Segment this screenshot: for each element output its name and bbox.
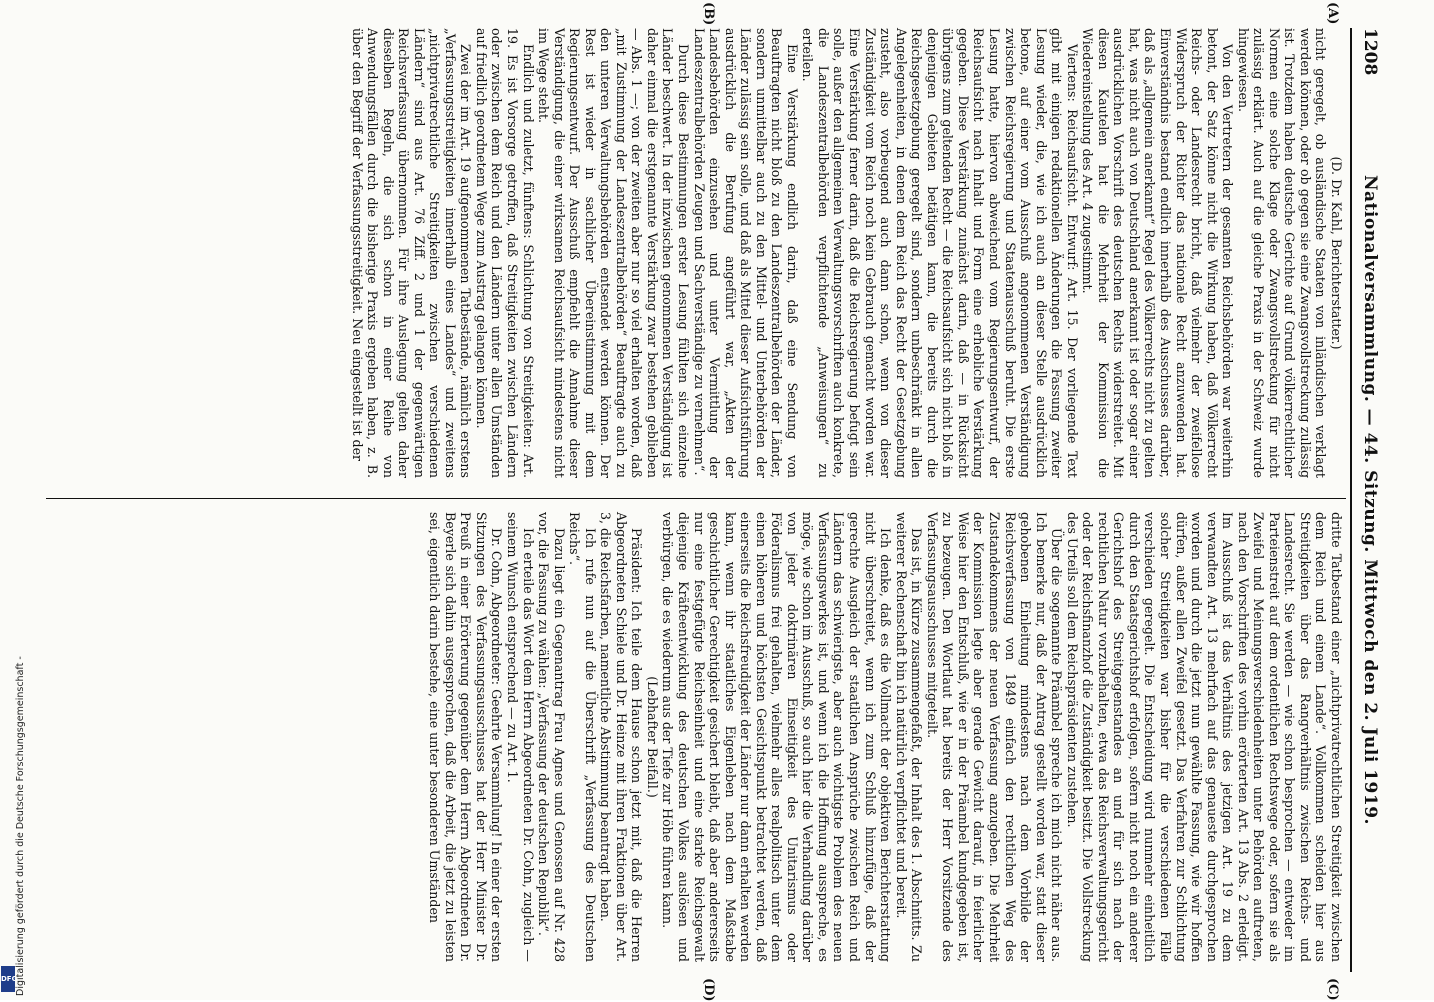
right-column <box>427 512 1344 962</box>
dfg-logo <box>1 966 18 992</box>
applause-note: (Lebhafter Beifall.) <box>644 676 660 798</box>
left-column <box>349 28 1344 478</box>
digitization-credit <box>2 606 26 996</box>
margin-mark-c: (C) <box>1325 978 1340 1001</box>
paragraph: Viertens: Reichsaufsicht. Entwurf: Art. 15. Der vorliegende Text gibt mit einigen redaktionellen Änderungen die Fassung zweiter Lesung wieder, die, wie ich auch an dieser Stelle ausdrücklich betone, auf einer vom Ausschuß angenommenen Verständigung zwischen Reichsregierung und Staatenausschuß beruht. Die erste Lesung hatte, hiervon abweichend vom Regierungsentwurf, der Reichsaufsicht nach Inhalt und Form eine erhebliche Verstärkung gegeben. Diese Verstärkung zunächst darin, daß — in Rücksicht übrigens zum geltenden Recht — die Reichsaufsicht sich nicht bloß in denjenigen Gebieten betätigen kann, die bereits durch die Reichsgesetzgebung geregelt sind, sondern unbeschränkt in allen Angelegenheiten, in denen dem Reich das Recht der Gesetzgebung zusteht, also vorbeugend auch dann schon, wenn von dieser Zuständigkeit vom Reich noch kein Gebrauch gemacht worden war. Eine Verstärkung ferner darin, daß die Reichsregierung befugt sein solle, außer den allgemeinen Verwaltungsvorschriften auch konkrete, die Landeszentralbehörden verpflichtende „Anweisungen“ zu erteilen. <box>800 28 1080 478</box>
page-header <box>1354 28 1384 972</box>
margin-mark-d: (D) <box>701 978 716 1002</box>
paragraph: Durch diese Bestimmungen erster Lesung fühlten sich einzelne Länder beschwert. In der inzwischen genommenen Verständigung ist daher einmal die erstgenannte Verstärkung zwar bestehen geblieben — Abs. 1 —; von der zweiten aber nur so viel erhalten worden, daß „mit Zustimmung der Landeszentralbehörden“ Beauftragte auch zu den unteren Verwaltungsbehörden entsendet werden können. Der Rest ist wieder in sachlicher Übereinstimmung mit dem Regierungsentwurf. Der Ausschuß empfiehlt die Annahme dieser Verständigung, die einer wirksamen Reichsaufsicht mindestens nicht im Wege steht. <box>536 28 692 478</box>
column-divider <box>46 498 1346 499</box>
paragraph: nicht geregelt, ob ausländische Staaten von inländischen verklagt werden können, oder ob gegen sie eine Zwangsvollstreckung zulässig ist. Trotzdem haben deutsche Gerichte auf Grund völkerrechtlicher Normen eine solche Klage oder Zwangsvollstreckung für nicht zulässig erklärt. Auch auf die gleiche Praxis in der Schweiz wurde hingewiesen. <box>1235 28 1329 478</box>
credit-text: Digitalisierung gefördert durch die Deutsche Forschungsgemeinschaft - <box>15 656 26 996</box>
page-number: 1208 <box>1360 28 1380 76</box>
paragraph: Präsident: Ich teile dem Hause schon jetzt mit, daß die Herren Abgeordneten Schiele und Dr. Heinze mit ihren Fraktionen über Art. 3, die Reichsfarben, namentliche Abstimmung beantragt haben. <box>598 512 645 962</box>
margin-mark-b: (B) <box>701 2 716 26</box>
paragraph: Ich denke, daß es die Vollmacht der objektiven Berichterstattung nicht überschreitet, wenn ich zum Schluß hinzufüge, daß der gerechte Ausgleich der staatlichen Ansprüche zwischen Reich und Ländern das schwierigste, aber auch wichtigste Problem des neuen Verfassungswerkes ist, und wenn ich die Hoffnung ausspreche, es möge, wie schon im Ausschuß, so auch hier die Verhandlung darüber von jeder doktrinären Einseitigkeit des Unitarismus oder Föderalismus frei gehalten, vielmehr alles realpolitisch unter dem einen höheren und höchsten Gesichtspunkt betrachtet werden, daß einerseits die Reichsfreudigkeit der Länder nur dann erhalten werden kann, wenn ihr staatliches Eigenleben nach dem Maßstabe geschichtlicher Gerechtigkeit gesichert bleibt, daß aber andererseits nur eine festgefügte Reichseinheit und eine starke Reichsgewalt diejenige Kräfteentwicklung des deutschen Volkes auslösen und verbürgen, die es wiederum aus der Tiefe zur Höhe führen kann. <box>660 512 894 962</box>
dfg-logo-text: DFG <box>1 975 18 983</box>
paragraph: dritte Tatbestand einer „nichtprivatrechtlichen Streitigkeit zwischen dem Reich und einem Lande“. Vollkommen scheiden hier aus Streitigkeiten über das Rangverhältnis zwischen Reichs- und Landesrecht. Sie werden — wie schon besprochen — entweder im Parteienstreit auf dem ordentlichen Rechtswege oder, sofern sie als Zweifel und Meinungsverschiedenheiten unter Behörden auftreten, nach den Vorschriften des vorhin erörterten Art. 13 Abs. 2 erledigt. Im Ausschuß ist das Verhältnis des jetzigen Art. 19 zu dem verwandten Art. 13 mehrfach auf das genaueste durchgesprochen worden und durch die jetzt nun gewählte Fassung, wie wir hoffen dürfen, außer allen Zweifel gesetzt. Das Verfahren zur Schlichtung solcher Streitigkeiten war bisher für die verschiedenen Fälle verschieden geregelt. Die Entscheidung wird nunmehr einheitlich durch den Staatsgerichtshof erfolgen, sofern nicht noch ein anderer Gerichtshof des Streitgegenstandes an und für sich nach der rechtlichen Natur vorzubehalten, etwa das Reichsverwaltungsgericht oder der Reichsfinanzhof die Zuständigkeit besitzt. Die Vollstreckung des Urteils soll dem Reichspräsidenten zustehen. <box>1064 512 1344 962</box>
paragraph: Ich rufe nun auf die Überschrift „Verfassung des Deutschen Reichs“. <box>567 512 598 962</box>
paragraph: Eine Verstärkung endlich darin, daß eine Sendung von Beauftragten nicht bloß zu den Landeszentralbehörden der Länder, sondern unmittelbar auch zu den Mittel- und Unterbehörden der Länder zulässig sein solle, und daß als Mittel dieser Aufsichtsführung ausdrücklich die Berufung angeführt war, „Akten der Landesbehörden einzusehen und unter Vermittlung der Landeszentralbehörden Zeugen und Sachverständige zu vernehmen“. <box>691 28 800 478</box>
speaker-note: (D. Dr. Kahl, Berichterstatter.) <box>1329 156 1344 350</box>
paragraph: Das ist, in Kürze zusammengefaßt, der Inhalt des 1. Abschnitts. Zu weiterer Rechenschaft bin ich natürlich verpflichtet und bereit. <box>893 512 925 962</box>
paragraph: Von den Vertretern der gesamten Reichsbehörden war weiterhin betont, der Satz könne nicht die Wirkung haben, daß Völkerrecht Reichs- oder Landesrecht bricht, daß vielmehr der zweifellose Widerspruch der Richter das nationale Recht anzuwenden hat. Einverständnis bestand endlich innerhalb des Ausschusses darüber, daß als „allgemein anerkannt“ Regel des Völkerrechts nicht zu gelten hat, was nicht auch von Deutschland anerkannt ist oder sogar einer ausdrücklichen Vorschrift des deutschen Rechts widerstreitet. Mit diesen Kautelen hat die Mehrheit der Kommission die Wiedereinstellung des Art. 4 zugestimmt. <box>1080 28 1236 478</box>
paragraph: Endlich und zuletzt, fünftens: Schlichtung von Streitigkeiten: Art. 19. Es ist Vorsorge getroffen, daß Streitigkeiten zwischen Ländern oder zwischen dem Reich und den Ländern unter allen Umständen auf friedlich geordnetem Wege zum Austrag gelangen können. <box>473 28 536 478</box>
paragraph: Über die sogenannte Präambel spreche ich mich nicht näher aus. Ich bemerke nur, daß der Antrag gestellt worden war, statt dieser gehobenen Einleitung mindestens nach dem Vorbilde der Reichsverfassung von 1849 einfach den rechtlichen Weg des Zustandekommens der neuen Verfassung anzugeben. Die Mehrheit der Kommission legte aber gerade Gewicht darauf, in feierlicher Weise hier den Entschluß, wie er in der Präambel kundgegeben ist, zu bezeugen. Den Wortlaut hat bereits der Herr Vorsitzende des Verfassungsausschusses mitgeteilt. <box>924 512 1065 962</box>
paragraph: Zwei der im Art. 19 aufgenommenen Tatbestände, nämlich erstens „Verfassungsstreitigkeiten innerhalb eines Landes“ und zweitens „nichtprivatrechtliche Streitigkeiten zwischen verschiedenen Ländern“ sind aus Art. 76 Ziff. 2 und 1 der gegenwärtigen Reichsverfassung übernommen. Für ihre Auslegung gelten daher dieselben Regeln, die sich schon in einer Reihe von Anwendungsfällen durch die bisherige Praxis ergeben haben, z. B. über den Begriff der Verfassungsstreitigkeit. Neu eingestellt ist der <box>349 28 474 478</box>
page-title: Nationalversammlung. — 44. Sitzung. Mittwoch den 2. Juli 1919. <box>1360 175 1380 825</box>
paragraph: Dr. Cohn, Abgeordneter: Geehrte Versammlung! In einer der ersten Sitzungen des Verfassungsausschusses hat der Herr Minister Dr. Preuß in einer Erörterung gegenüber dem Herrn Abgeordneten Dr. Beyerle sich dahin ausgesprochen, daß die Arbeit, die jetzt zu leisten sei, eigentlich darin bestehe, eine unter besonderen Umständen <box>427 512 505 962</box>
paragraph: Ich erteile das Wort dem Herrn Abgeordneten Dr. Cohn, zugleich — seinem Wunsch entsprechend — zu Art. 1. <box>505 512 536 962</box>
rotated-page-content <box>32 0 1392 1000</box>
paragraph: Dazu liegt ein Gegenantrag Frau Agnes und Genossen auf Nr. 428 vor, die Fassung zu wählen: „Verfassung der deutschen Republik“. <box>536 512 567 962</box>
header-rule <box>1350 28 1352 972</box>
margin-mark-a: (A) <box>1325 2 1340 25</box>
